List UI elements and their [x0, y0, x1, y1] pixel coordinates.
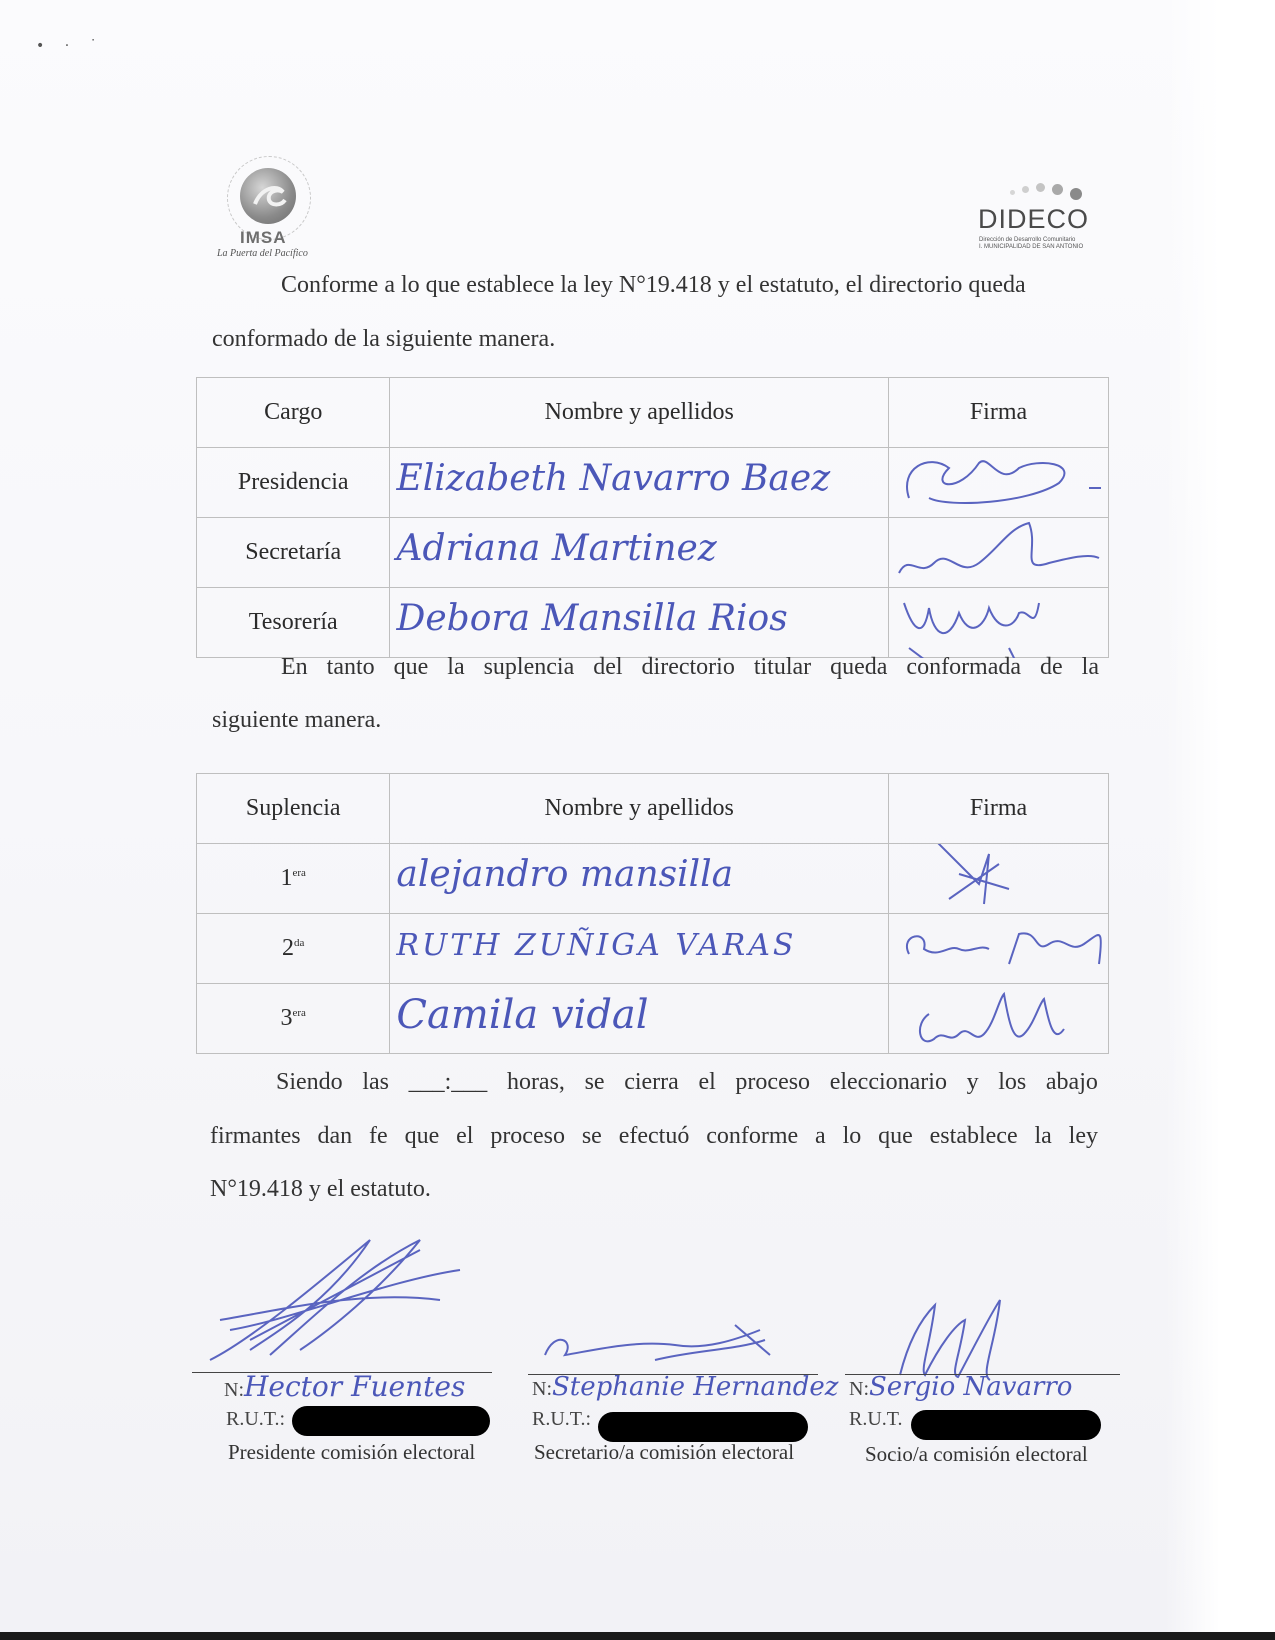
text-word: fe [369, 1123, 388, 1149]
text-word: que [878, 1123, 913, 1149]
table-row [197, 448, 1109, 518]
text-word: efectuó [618, 1123, 690, 1149]
text-word: proceso [490, 1123, 565, 1149]
suplencia-intro-line1 [281, 654, 1099, 681]
signature-scribble [889, 914, 1109, 984]
signature-scribble [889, 588, 1109, 658]
n-label: N: [849, 1378, 869, 1400]
ordinal-number: 1 [280, 865, 293, 891]
text-word: las [362, 1069, 389, 1095]
text-word: del [593, 654, 623, 680]
signature-cell [888, 588, 1108, 658]
closing-line3: N°19.418 y el estatuto. [210, 1176, 431, 1202]
handwritten-name: alejandro mansilla [396, 854, 734, 895]
ordinal-number: 3 [280, 1005, 293, 1031]
president-signature-scribble [190, 1230, 490, 1370]
handwritten-name: Elizabeth Navarro Baez [396, 458, 831, 499]
text-word: conformada [906, 654, 1022, 680]
suplencia-table [196, 773, 1109, 1054]
signature-cell [888, 448, 1108, 518]
logo-subtitle-line1: Dirección de Desarrollo Comunitario [979, 237, 1076, 243]
table-row [197, 844, 1109, 914]
n-label: N: [532, 1378, 552, 1400]
scan-specks: • · ˙ [36, 38, 105, 54]
name-cell [390, 518, 888, 588]
handwritten-name: Debora Mansilla Rios [396, 598, 788, 639]
suplencia-number-cell [197, 914, 390, 984]
signature-block-president [192, 1360, 492, 1480]
logo-name: IMSA [240, 228, 287, 247]
header-nombre: Nombre y apellidos [390, 774, 889, 844]
logo-wave-icon [247, 174, 291, 218]
text-word: se [584, 1069, 605, 1095]
table-header-row [197, 774, 1109, 844]
table-row [197, 588, 1109, 658]
text-word: a [815, 1123, 826, 1149]
suplencia-number-cell [197, 844, 390, 914]
n-label: N: [224, 1379, 244, 1401]
intro-line2: conformado de la siguiente manera. [212, 326, 556, 352]
text-word: proceso [735, 1069, 811, 1095]
cargo-cell: Presidencia [197, 448, 390, 518]
text-word: abajo [1045, 1069, 1098, 1095]
handwritten-name: Adriana Martinez [396, 528, 717, 569]
handwritten-name: Sergio Navarro [869, 1372, 1073, 1402]
text-word: ley [1068, 1123, 1098, 1149]
text-word: Siendo [276, 1069, 343, 1095]
signature-scribble [889, 844, 1109, 914]
rut-label: R.U.T. [849, 1408, 903, 1430]
name-label [532, 1372, 838, 1402]
name-cell [390, 448, 888, 518]
handwritten-name: Stephanie Hernandez [552, 1372, 839, 1402]
logo-subtitle-line2: I. MUNICIPALIDAD DE SAN ANTONIO [979, 244, 1084, 250]
name-cell [390, 844, 889, 914]
redaction-bar [598, 1412, 808, 1442]
name-cell [390, 984, 889, 1054]
text-word: los [998, 1069, 1027, 1095]
time-blank: ___:___ [408, 1069, 488, 1095]
logo-subtitle [979, 237, 1083, 251]
text-word: el [698, 1069, 716, 1095]
name-label [224, 1370, 465, 1403]
text-word: establece [929, 1123, 1018, 1149]
ordinal-suffix: da [294, 937, 305, 949]
text-word: titular [753, 654, 812, 680]
text-word: que [404, 1123, 440, 1149]
page-edge-shadow [1165, 0, 1275, 1640]
text-word: cierra [624, 1069, 679, 1095]
name-cell [390, 914, 889, 984]
signature-cell [888, 844, 1108, 914]
text-word: eleccionario [829, 1069, 947, 1095]
text-word: lo [842, 1123, 862, 1149]
scan-bottom-edge [0, 1632, 1275, 1640]
header-cargo: Cargo [197, 378, 390, 448]
text-word: el [456, 1123, 474, 1149]
rut-label: R.U.T.: [226, 1408, 286, 1430]
text-word: se [581, 1123, 602, 1149]
name-label [849, 1372, 1072, 1402]
signature-role: Secretario/a comisión electoral [534, 1440, 795, 1464]
signature-cell [888, 518, 1108, 588]
signature-block-secretary [528, 1360, 839, 1480]
table-row [197, 518, 1109, 588]
text-word: suplencia [483, 654, 575, 680]
signature-role: Presidente comisión electoral [228, 1440, 476, 1464]
imsa-logo [215, 160, 325, 260]
header-nombre: Nombre y apellidos [390, 378, 888, 448]
table-header-row [197, 378, 1109, 448]
logo-name: DIDECO [978, 204, 1090, 234]
redaction-bar [292, 1406, 490, 1436]
text-word: la [1034, 1123, 1052, 1149]
directorio-table [196, 377, 1109, 658]
redaction-bar [911, 1410, 1101, 1440]
suplencia-intro-line2: siguiente manera. [212, 707, 382, 733]
signature-role: Socio/a comisión electoral [865, 1442, 1088, 1466]
table-row [197, 914, 1109, 984]
ordinal-suffix: era [292, 867, 306, 879]
text-word: la [1081, 654, 1099, 680]
table-row [197, 984, 1109, 1054]
rut-label: R.U.T.: [532, 1408, 592, 1430]
logo-tagline: La Puerta del Pacífico [217, 248, 308, 259]
text-word: directorio [641, 654, 735, 680]
handwritten-name: Hector Fuentes [244, 1370, 466, 1403]
signature-scribble [889, 984, 1109, 1054]
ordinal-number: 2 [282, 935, 294, 961]
text-word: la [447, 654, 465, 680]
closing-line1 [276, 1069, 1098, 1096]
text-word: dan [317, 1123, 353, 1149]
signature-scribble [889, 518, 1109, 588]
handwritten-name: RUTH ZUÑIGA VARAS [396, 928, 797, 963]
signature-cell [888, 914, 1108, 984]
header-firma: Firma [888, 378, 1108, 448]
name-cell [390, 588, 888, 658]
text-word: tanto [326, 654, 375, 680]
signature-cell [888, 984, 1108, 1054]
closing-line2 [210, 1123, 1098, 1150]
intro-line1: Conforme a lo que establece la ley N°19.418 y el estatuto, el directorio queda [281, 272, 1026, 298]
text-word: de [1040, 654, 1063, 680]
header-suplencia: Suplencia [197, 774, 390, 844]
text-word: horas, [506, 1069, 565, 1095]
text-word: que [393, 654, 429, 680]
text-word: y [966, 1069, 979, 1095]
text-word: firmantes [210, 1123, 301, 1149]
text-word: queda [830, 654, 888, 680]
suplencia-number-cell [197, 984, 390, 1054]
ordinal-suffix: era [292, 1007, 306, 1019]
handwritten-name: Camila vidal [396, 992, 649, 1038]
text-word: conforme [706, 1123, 799, 1149]
cargo-cell: Tesorería [197, 588, 390, 658]
logo-dots-icon [1010, 180, 1090, 200]
cargo-cell: Secretaría [197, 518, 390, 588]
signature-block-member [845, 1360, 1125, 1480]
header-firma: Firma [888, 774, 1108, 844]
text-word: En [281, 654, 308, 680]
signature-scribble [889, 448, 1109, 518]
dideco-logo [975, 180, 1095, 260]
